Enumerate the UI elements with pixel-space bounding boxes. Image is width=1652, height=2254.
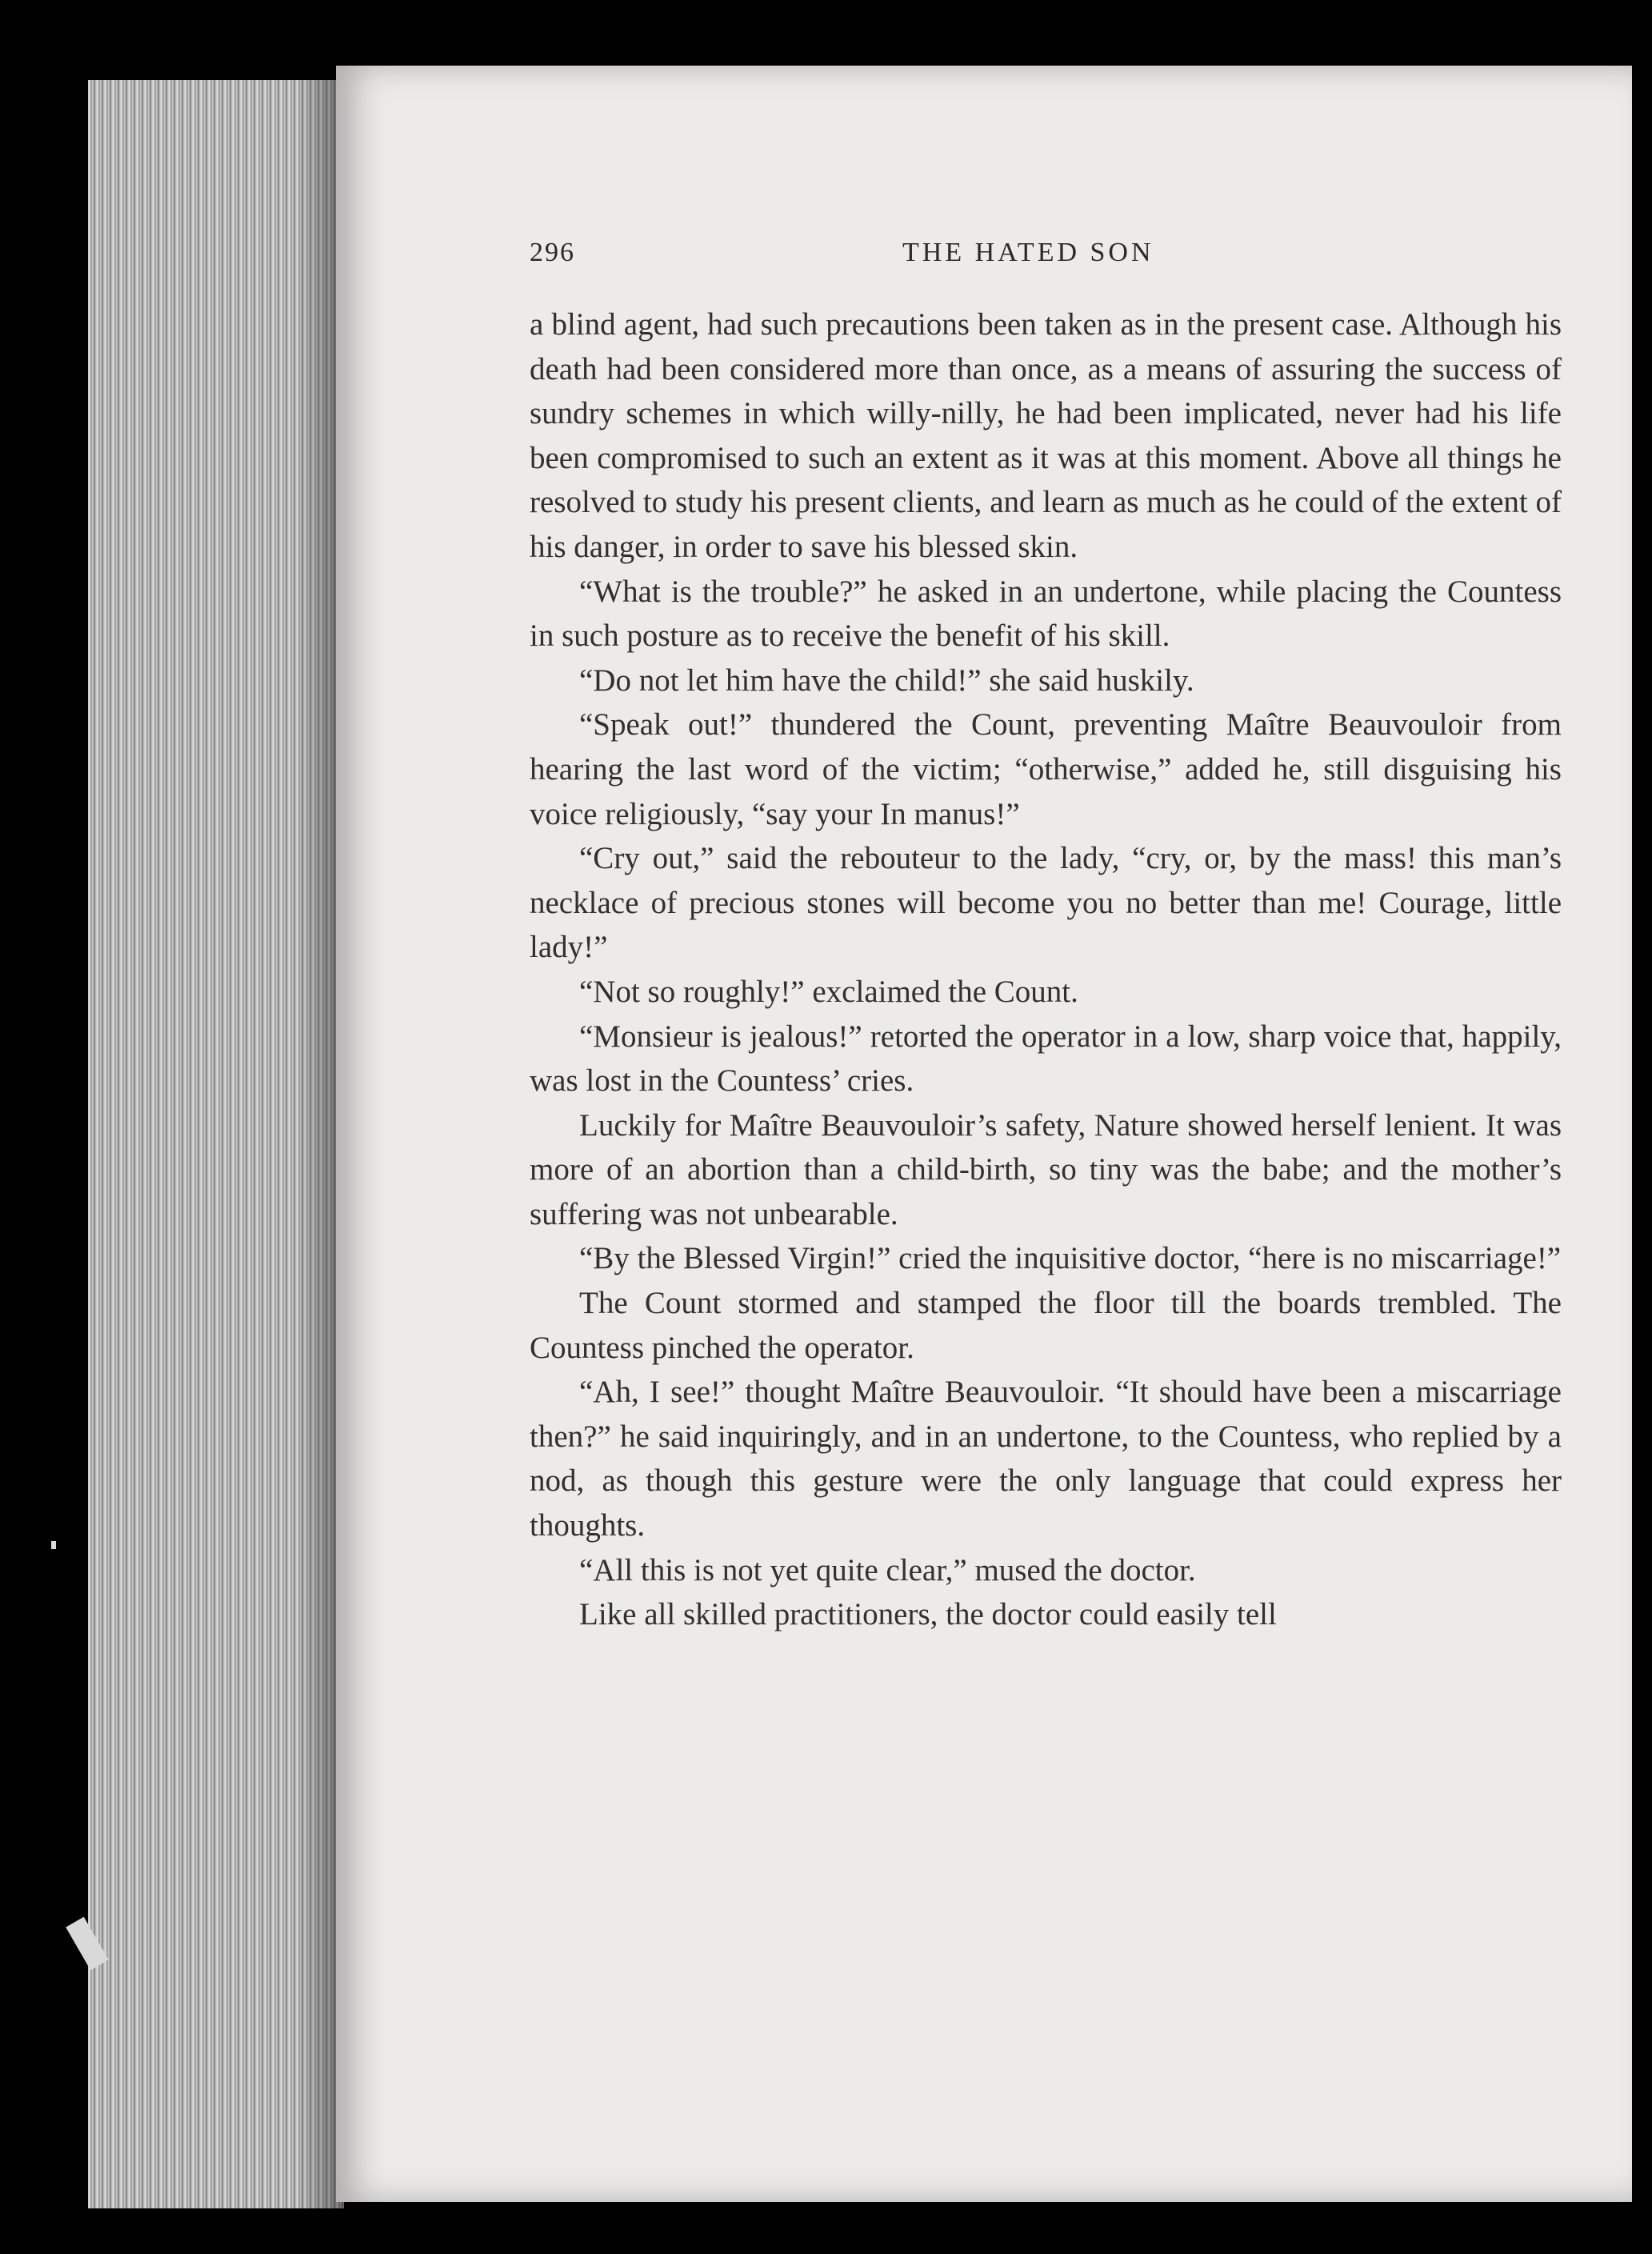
- page-number: 296: [530, 238, 575, 267]
- paragraph: “By the Blessed Virgin!” cried the inquisitive doctor, “here is no miscarriage!”: [579, 1241, 1562, 1276]
- paragraph: “Cry out,” said the rebouteur to the lady, “cry, or, by the mass! this man’s necklace of precious stones will become you no better than me! Courage, little lady!”: [530, 841, 1562, 965]
- paragraph: “Monsieur is jealous!” retorted the operator in a low, sharp voice that, happily, was lost in the Countess’ cries.: [530, 1019, 1562, 1099]
- running-title: THE HATED SON: [902, 238, 1154, 267]
- paragraph: “What is the trouble?” he asked in an undertone, while placing the Countess in such posture as to receive the benefit of his skill.: [530, 574, 1562, 654]
- scan-speck: [51, 1541, 56, 1549]
- body-text: [530, 302, 1562, 1637]
- paragraph: “Not so roughly!” exclaimed the Count.: [579, 974, 1078, 1009]
- paragraph: The Count stormed and stamped the floor till the boards trembled. The Countess pinched the operator.: [530, 1286, 1562, 1365]
- paragraph: “All this is not yet quite clear,” mused the doctor.: [579, 1552, 1196, 1587]
- paragraph: a blind agent, had such precautions been taken as in the present case. Although his death had been considered more than once, as a means of assuring the success of sundry schemes in which willy-nilly, he had been implicated, never had his life been compromised to such an extent as it was at this moment. Above all things he resolved to study his present clients, and learn as much as he could of the extent of his danger, in order to save his blessed skin.: [530, 307, 1562, 564]
- paragraph: “Ah, I see!” thought Maître Beauvouloir. “It should have been a miscarriage then?” he said inquiringly, and in an undertone, to the Countess, who replied by a nod, as though this gesture were the only language that could express her thoughts.: [530, 1375, 1562, 1543]
- running-head: [530, 238, 1570, 270]
- paragraph: “Do not let him have the child!” she said huskily.: [579, 663, 1194, 698]
- book-page-edges: [88, 80, 344, 2208]
- paragraph: Luckily for Maître Beauvouloir’s safety, Nature showed herself lenient. It was more of an abortion than a child-birth, so tiny was the babe; and the mother’s suffering was not unbearable.: [530, 1107, 1562, 1231]
- paragraph: Like all skilled practitioners, the doctor could easily tell: [579, 1597, 1277, 1632]
- paragraph: “Speak out!” thundered the Count, preventing Maître Beauvouloir from hearing the last word of the victim; “otherwise,” added he, still disguising his voice religiously, “say your In manus!”: [530, 707, 1562, 831]
